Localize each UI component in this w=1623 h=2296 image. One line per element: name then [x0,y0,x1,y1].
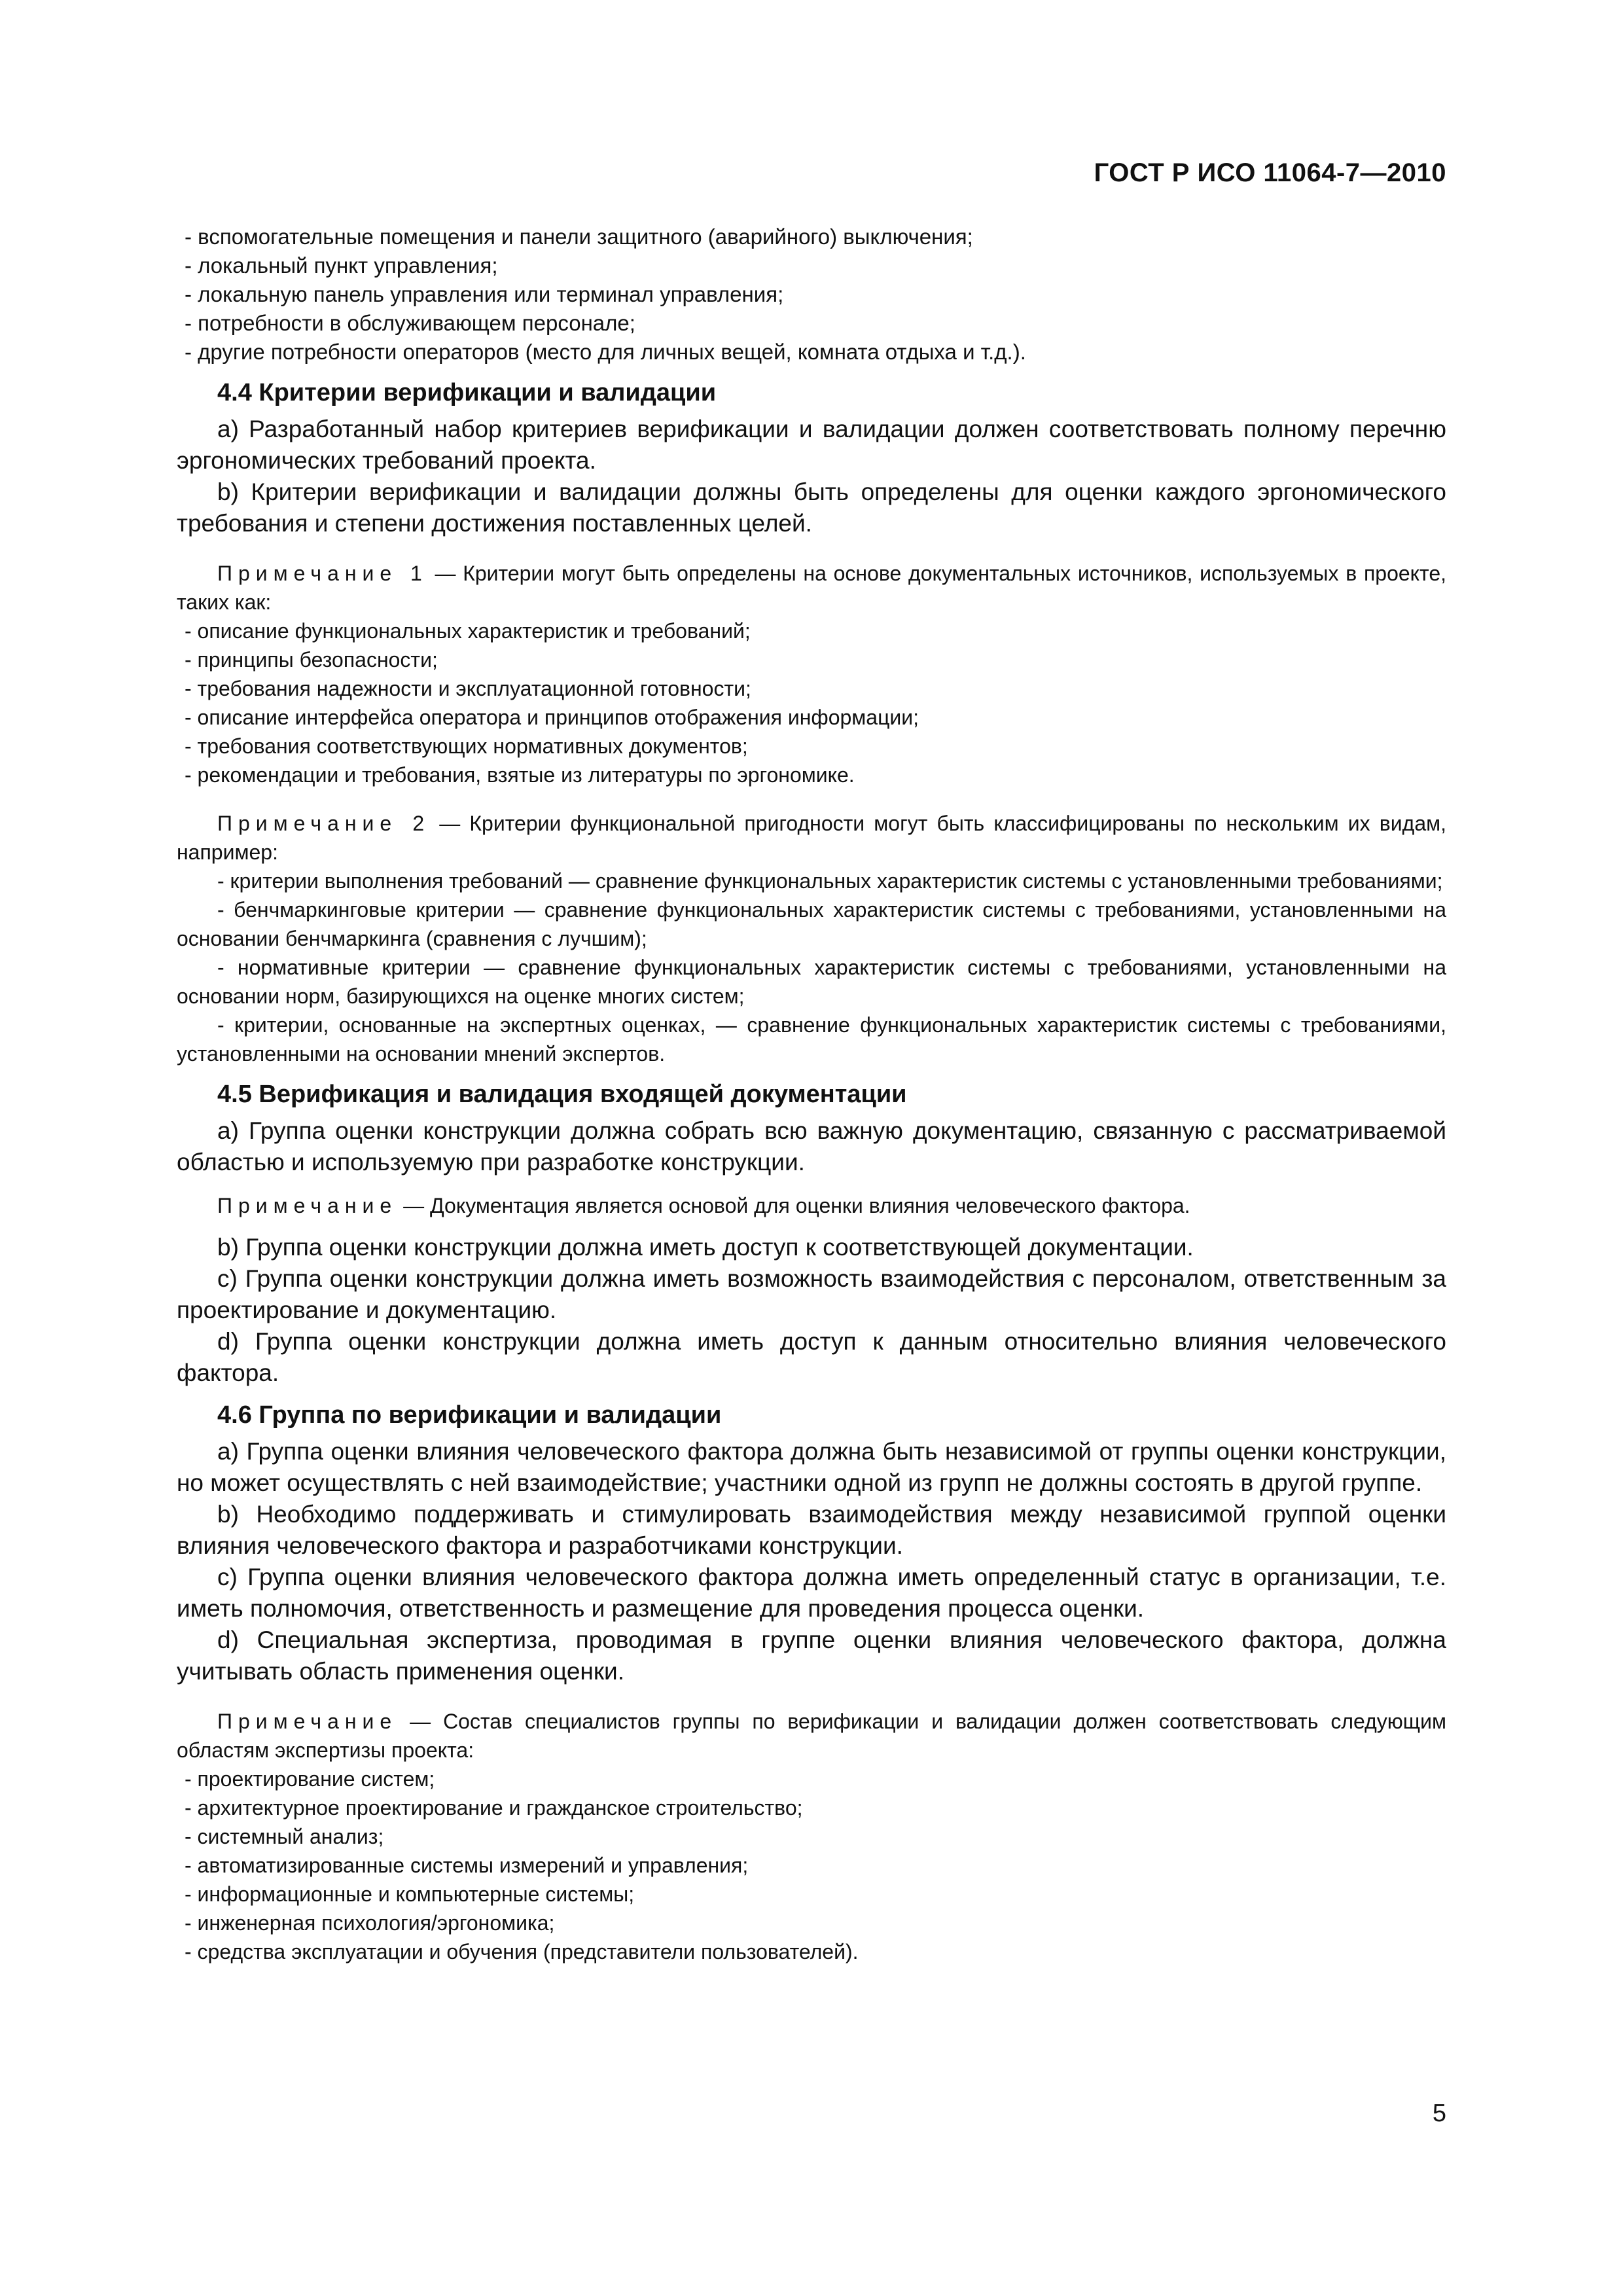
note-text: — Документация является основой для оценки влияния человеческого фактора. [397,1194,1190,1217]
section-heading-4-5: 4.5 Верификация и валидация входящей документации [217,1081,907,1108]
paragraph-4-4-b: b) Критерии верификации и валидации должны быть определены для оценки каждого эргономического требования и степени достижения поставленных целей. [177,478,1446,537]
list-item: - системный анализ; [185,1825,384,1848]
top-list [177,223,1446,367]
note-4-6-list [177,1765,1446,1966]
paragraph-4-6-a: а) Группа оценки влияния человеческого фактора должна быть независимой от группы оценки конструкции, но может осуществлять с ней взаимодействие; участники одной из групп не должны состоять в другой группе. [177,1438,1446,1496]
list-item: - бенчмаркинговые критерии — сравнение функциональных характеристик системы с требованиями, установленными на основании бенчмаркинга (сравнения с лучшим); [177,898,1446,950]
paragraph-4-5-c: с) Группа оценки конструкции должна иметь возможность взаимодействия с персоналом, ответственным за проектирование и документацию. [177,1265,1446,1323]
list-item: - требования соответствующих нормативных документов; [185,734,748,758]
list-item: - другие потребности операторов (место для личных вещей, комната отдыха и т.д.). [185,340,1026,364]
note-label: Примечание [217,1710,398,1733]
paragraph-4-6-d: d) Специальная экспертиза, проводимая в группе оценки влияния человеческого фактора, должна учитывать область применения оценки. [177,1626,1446,1685]
list-item: - рекомендации и требования, взятые из литературы по эргономике. [185,763,855,787]
note-label: Примечание 1 [217,562,428,585]
note-1-list [177,617,1446,789]
list-item: - средства эксплуатации и обучения (представители пользователей). [185,1940,859,1964]
note-1 [177,559,1446,617]
note-4-5 [177,1191,1446,1220]
note-label: Примечание [217,1194,398,1217]
list-item: - локальный пункт управления; [185,253,498,278]
list-item: - автоматизированные системы измерений и управления; [185,1854,749,1877]
list-item: - критерии, основанные на экспертных оценках, — сравнение функциональных характеристик системы с требованиями, установленными на основании мнений экспертов. [177,1013,1446,1066]
section-heading-4-4: 4.4 Критерии верификации и валидации [217,379,717,406]
paragraph-4-6-c: с) Группа оценки влияния человеческого фактора должна иметь определенный статус в организации, т.е. иметь полномочия, ответственность и размещение для проведения процесса оценки. [177,1564,1446,1622]
list-item: - описание интерфейса оператора и принципов отображения информации; [185,706,919,729]
list-item: - инженерная психология/эргономика; [185,1911,555,1935]
list-item: - вспомогательные помещения и панели защитного (аварийного) выключения; [185,224,973,249]
list-item: - архитектурное проектирование и гражданское строительство; [185,1796,803,1820]
list-item: - проектирование систем; [185,1767,435,1791]
note-4-6 [177,1707,1446,1765]
page-body [177,223,1446,1966]
paragraph-4-5-b: b) Группа оценки конструкции должна иметь доступ к соответствующей документации. [217,1234,1194,1261]
paragraph-4-5-d: d) Группа оценки конструкции должна иметь доступ к данным относительно влияния человеческого фактора. [177,1328,1446,1386]
list-item: - требования надежности и эксплуатационной готовности; [185,677,751,700]
paragraph-4-6-b: b) Необходимо поддерживать и стимулировать взаимодействия между независимой группой оценки влияния человеческого фактора и разработчиками конструкции. [177,1501,1446,1559]
document-code-header: ГОСТ Р ИСО 11064-7—2010 [1094,158,1446,187]
note-2 [177,809,1446,867]
list-item: - описание функциональных характеристик и требований; [185,619,751,643]
section-heading-4-6: 4.6 Группа по верификации и валидации [217,1401,722,1429]
paragraph-4-5-a: а) Группа оценки конструкции должна собрать всю важную документацию, связанную с рассматриваемой областью и используемую при разработке конструкции. [177,1117,1446,1175]
note-text: — Критерии функциональной пригодности могут быть классифицированы по нескольким их видам, например: [177,812,1447,864]
list-item: - критерии выполнения требований — сравнение функциональных характеристик системы с установленными требованиями; [217,869,1443,893]
list-item: - информационные и компьютерные системы; [185,1882,635,1906]
page-number: 5 [1432,2100,1446,2127]
list-item: - потребности в обслуживающем персонале; [185,311,635,335]
list-item: - нормативные критерии — сравнение функциональных характеристик системы с требованиями, установленными на основании норм, базирующихся на оценке многих систем; [177,956,1446,1008]
note-text: — Состав специалистов группы по верификации и валидации должен соответствовать следующим областям экспертизы проекта: [177,1710,1446,1762]
note-label: Примечание 2 [217,812,431,835]
list-item: - локальную панель управления или терминал управления; [185,282,784,306]
note-text: — Критерии могут быть определены на основе документальных источников, используемых в проекте, таких как: [177,562,1447,614]
list-item: - принципы безопасности; [185,648,438,672]
note-2-list [177,867,1446,1068]
paragraph-4-4-a: а) Разработанный набор критериев верификации и валидации должен соответствовать полному перечню эргономических требований проекта. [177,416,1446,474]
